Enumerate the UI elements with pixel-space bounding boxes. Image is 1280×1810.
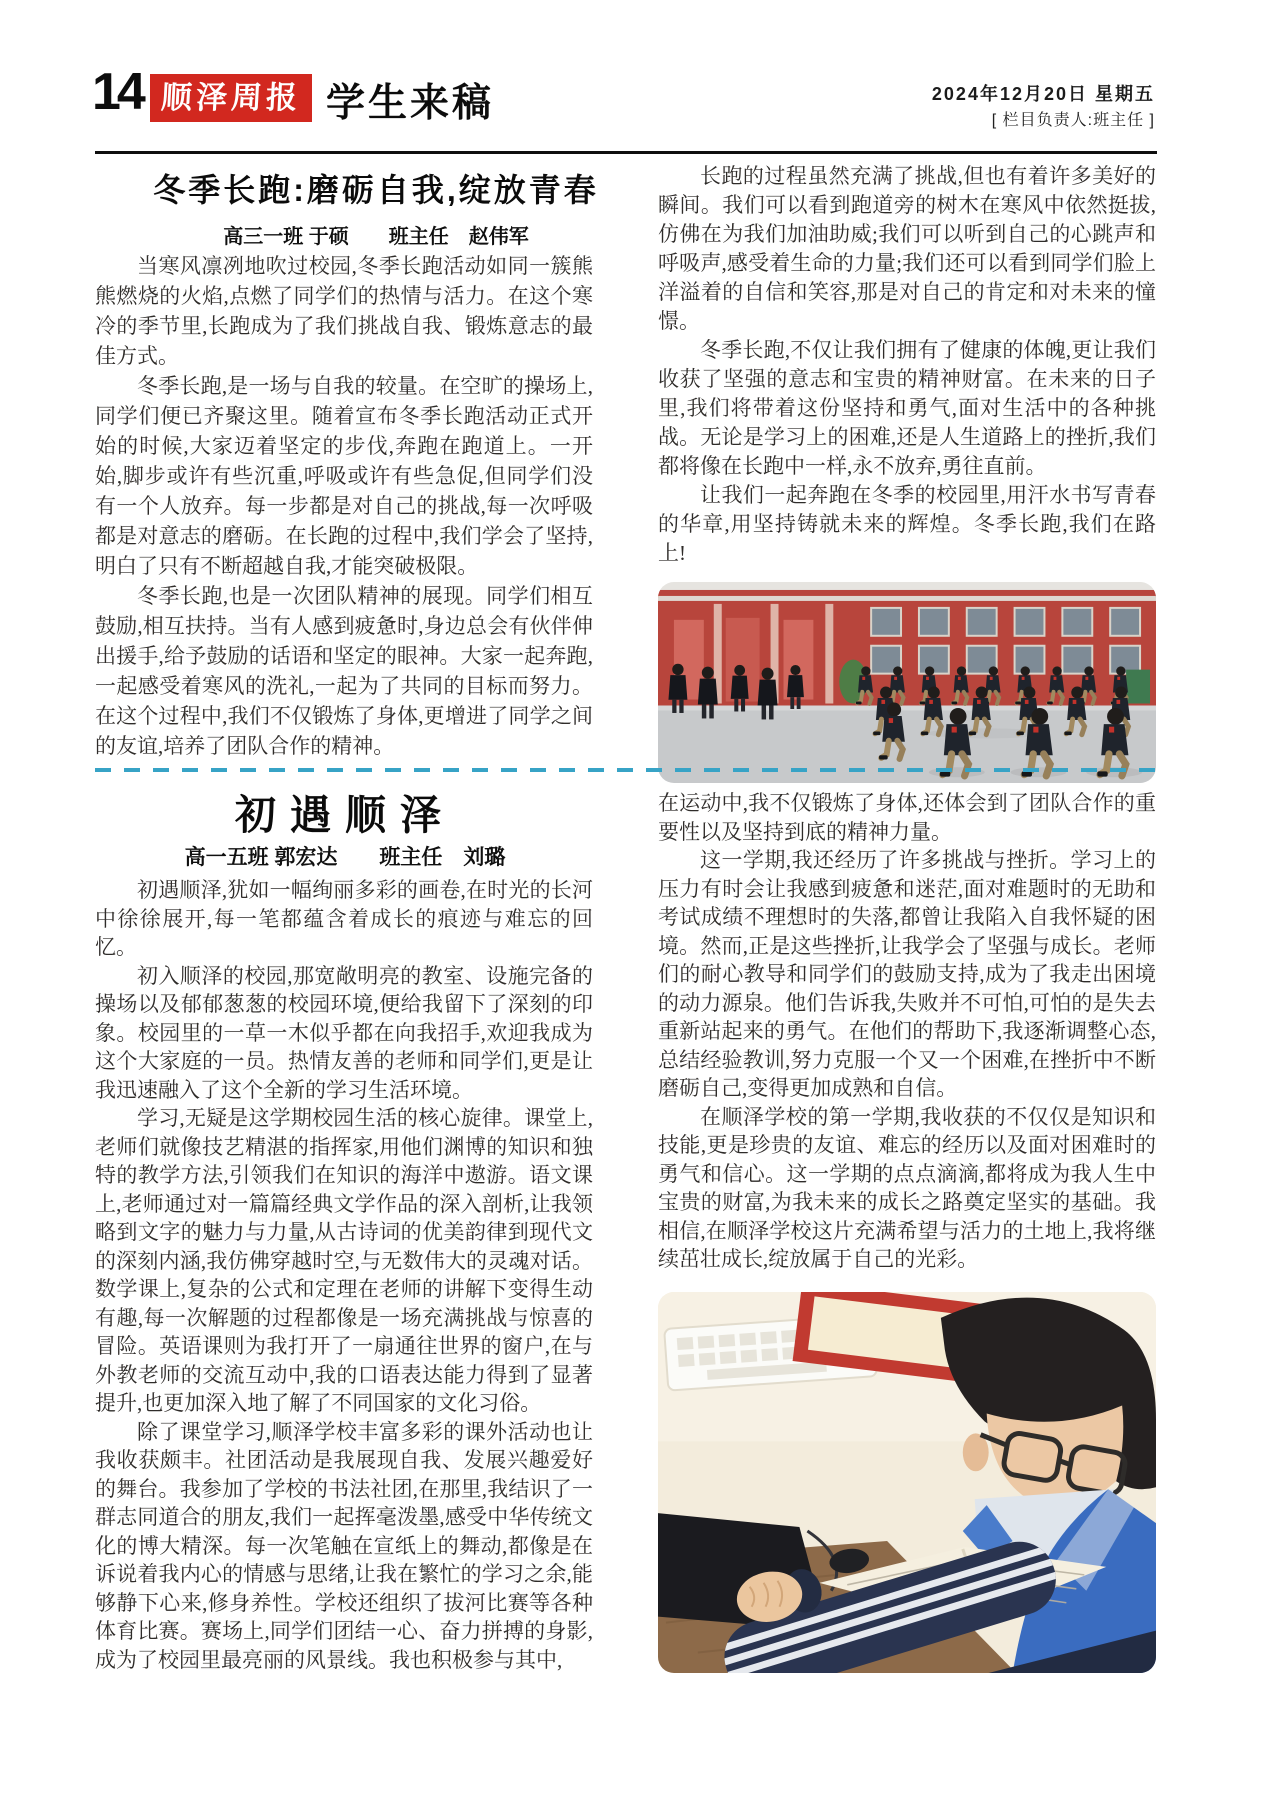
paragraph: 在顺泽学校的第一学期,我收获的不仅仅是知识和技能,更是珍贵的友谊、难忘的经历以及面对困难时的勇气和信心。这一学期的点点滴滴,都将成为我人生中宝贵的财富,为我未来的成长之路奠定坚实的基础。我相信,在顺泽学校这片充满希望与活力的土地上,我将继续茁壮成长,绽放属于自己的光彩。 xyxy=(658,1104,1156,1271)
winter-run-photo xyxy=(658,582,1156,783)
student-reading-photo-graphic xyxy=(658,1292,1156,1673)
article2-right-column xyxy=(658,789,1156,1673)
masthead-logo xyxy=(150,74,312,122)
article1-left-column xyxy=(95,251,593,761)
paragraph: 除了课堂学习,顺泽学校丰富多彩的课外活动也让我收获颇丰。社团活动是我展现自我、发展兴趣爱好的舞台。我参加了学校的书法社团,在那里,我结识了一群志同道合的朋友,我们一起挥毫泼墨,感受中华传统文化的博大精深。每一次笔触在宣纸上的舞动,都像是在诉说着我内心的情感与思绪,让我在繁忙的学习之余,能够静下心来,修身养性。学校还组织了拔河比赛等各种体育比赛。赛场上,同学们团结一心、奋力拼搏的身影,成为了校园里最亮丽的风景线。我也积极参与其中, xyxy=(95,1419,593,1672)
paragraph: 冬季长跑,是一场与自我的较量。在空旷的操场上,同学们便已齐聚这里。随着宣布冬季长跑活动正式开始的时候,大家迈着坚定的步伐,奔跑在跑道上。一开始,脚步或许有些沉重,呼吸或许有些急促,但同学们没有一个人放弃。每一步都是对自己的挑战,每一次呼吸都是对意志的磨砺。在长跑的过程中,我们学会了坚持,明白了只有不断超越自我,才能突破极限。 xyxy=(95,374,593,578)
paragraph: 冬季长跑,不仅让我们拥有了健康的体魄,更让我们收获了坚强的意志和宝贵的精神财富。在未来的日子里,我们将带着这份坚持和勇气,面对生活中的各种挑战。无论是学习上的困难,还是人生道路上的挫折,我们都将像在长跑中一样,永不放弃,勇往直前。 xyxy=(658,338,1156,478)
article1-right-column xyxy=(658,162,1156,783)
paragraph-continuation: 在运动中,我不仅锻炼了身体,还体会到了团队合作的重要性以及坚持到底的精神力量。 xyxy=(658,791,1156,844)
student-reading-photo xyxy=(658,1292,1156,1673)
issue-date: 2024年12月20日 星期五 xyxy=(931,84,1155,104)
article2-byline: 高一五班 郭宏达 班主任 刘璐 xyxy=(184,846,506,869)
paragraph: 学习,无疑是这学期校园生活的核心旋律。课堂上,老师们就像技艺精湛的指挥家,用他们渊博的知识和独特的教学方法,引领我们在知识的海洋中遨游。语文课上,老师通过对一篇篇经典文学作品的深入剖析,让我领略到文字的魅力与力量,从古诗词的优美韵律到现代文的深刻内涵,我仿佛穿越时空,与无数伟大的灵魂对话。数学课上,复杂的公式和定理在老师的讲解下变得生动有趣,每一次解题的过程都像是一场充满挑战与惊喜的冒险。英语课则为我打开了一扇通往世界的窗户,在与外教老师的交流互动中,我的口语表达能力得到了显著提升,也更加深入地了解了不同国家的文化习俗。 xyxy=(95,1106,593,1415)
column-manager: [ 栏目负责人:班主任 ] xyxy=(991,112,1155,129)
paragraph: 初入顺泽的校园,那宽敞明亮的教室、设施完备的操场以及郁郁葱葱的校园环境,便给我留下了深刻的印象。校园里的一草一木似乎都在向我招手,欢迎我成为这个大家庭的一员。热情友善的老师和同学们,更是让我迅速融入了这个全新的学习生活环境。 xyxy=(95,963,593,1102)
section-divider xyxy=(95,768,1157,772)
section-title: 学生来稿 xyxy=(326,82,495,125)
page-number: 14 xyxy=(92,63,142,121)
paragraph: 冬季长跑,也是一次团队精神的展现。同学们相互鼓励,相互扶持。当有人感到疲惫时,身边总会有伙伴伸出援手,给予鼓励的话语和坚定的眼神。大家一起奔跑,一起感受着寒风的洗礼,一起为了共同的目标而努力。在这个过程中,我们不仅锻炼了身体,更增进了同学之间的友谊,培养了团队合作的精神。 xyxy=(95,584,593,758)
article2-title: 初遇顺泽 xyxy=(235,792,455,838)
paragraph: 当寒风凛冽地吹过校园,冬季长跑活动如同一簇熊熊燃烧的火焰,点燃了同学们的热情与活力。在这个寒冷的季节里,长跑成为了我们挑战自我、锻炼意志的最佳方式。 xyxy=(95,254,593,368)
header-rule xyxy=(95,151,1157,154)
paragraph: 长跑的过程虽然充满了挑战,但也有着许多美好的瞬间。我们可以看到跑道旁的树木在寒风中依然挺拔,仿佛在为我们加油助威;我们可以听到自己的心跳声和呼吸声,感受着生命的力量;我们还可以看到同学们脸上洋溢着的自信和笑容,那是对自己的肯定和对未来的憧憬。 xyxy=(658,164,1156,333)
paragraph: 这一学期,我还经历了许多挑战与挫折。学习上的压力有时会让我感到疲惫和迷茫,面对难题时的无助和考试成绩不理想时的失落,都曾让我陷入自我怀疑的困境。然而,正是这些挫折,让我学会了坚强与成长。老师们的耐心教导和同学们的鼓励支持,成为了我走出困境的动力源泉。他们告诉我,失败并不可怕,可怕的是失去重新站起来的勇气。在他们的帮助下,我逐渐调整心态,总结经验教训,努力克服一个又一个困难,在挫折中不断磨砺自己,变得更加成熟和自信。 xyxy=(658,848,1156,1100)
article1-byline: 高三一班 于硕 班主任 赵伟军 xyxy=(223,226,529,248)
article1-title: 冬季长跑:磨砺自我,绽放青春 xyxy=(153,172,599,208)
paragraph: 让我们一起奔跑在冬季的校园里,用汗水书写青春的华章,用坚持铸就未来的辉煌。冬季长跑,我们在路上! xyxy=(658,483,1156,565)
article2-left-column xyxy=(95,876,593,1674)
masthead-title: 顺泽周报 xyxy=(160,80,302,115)
paragraph: 初遇顺泽,犹如一幅绚丽多彩的画卷,在时光的长河中徐徐展开,每一笔都蕴含着成长的痕迹与难忘的回忆。 xyxy=(95,878,593,959)
winter-run-photo-graphic xyxy=(658,582,1156,783)
